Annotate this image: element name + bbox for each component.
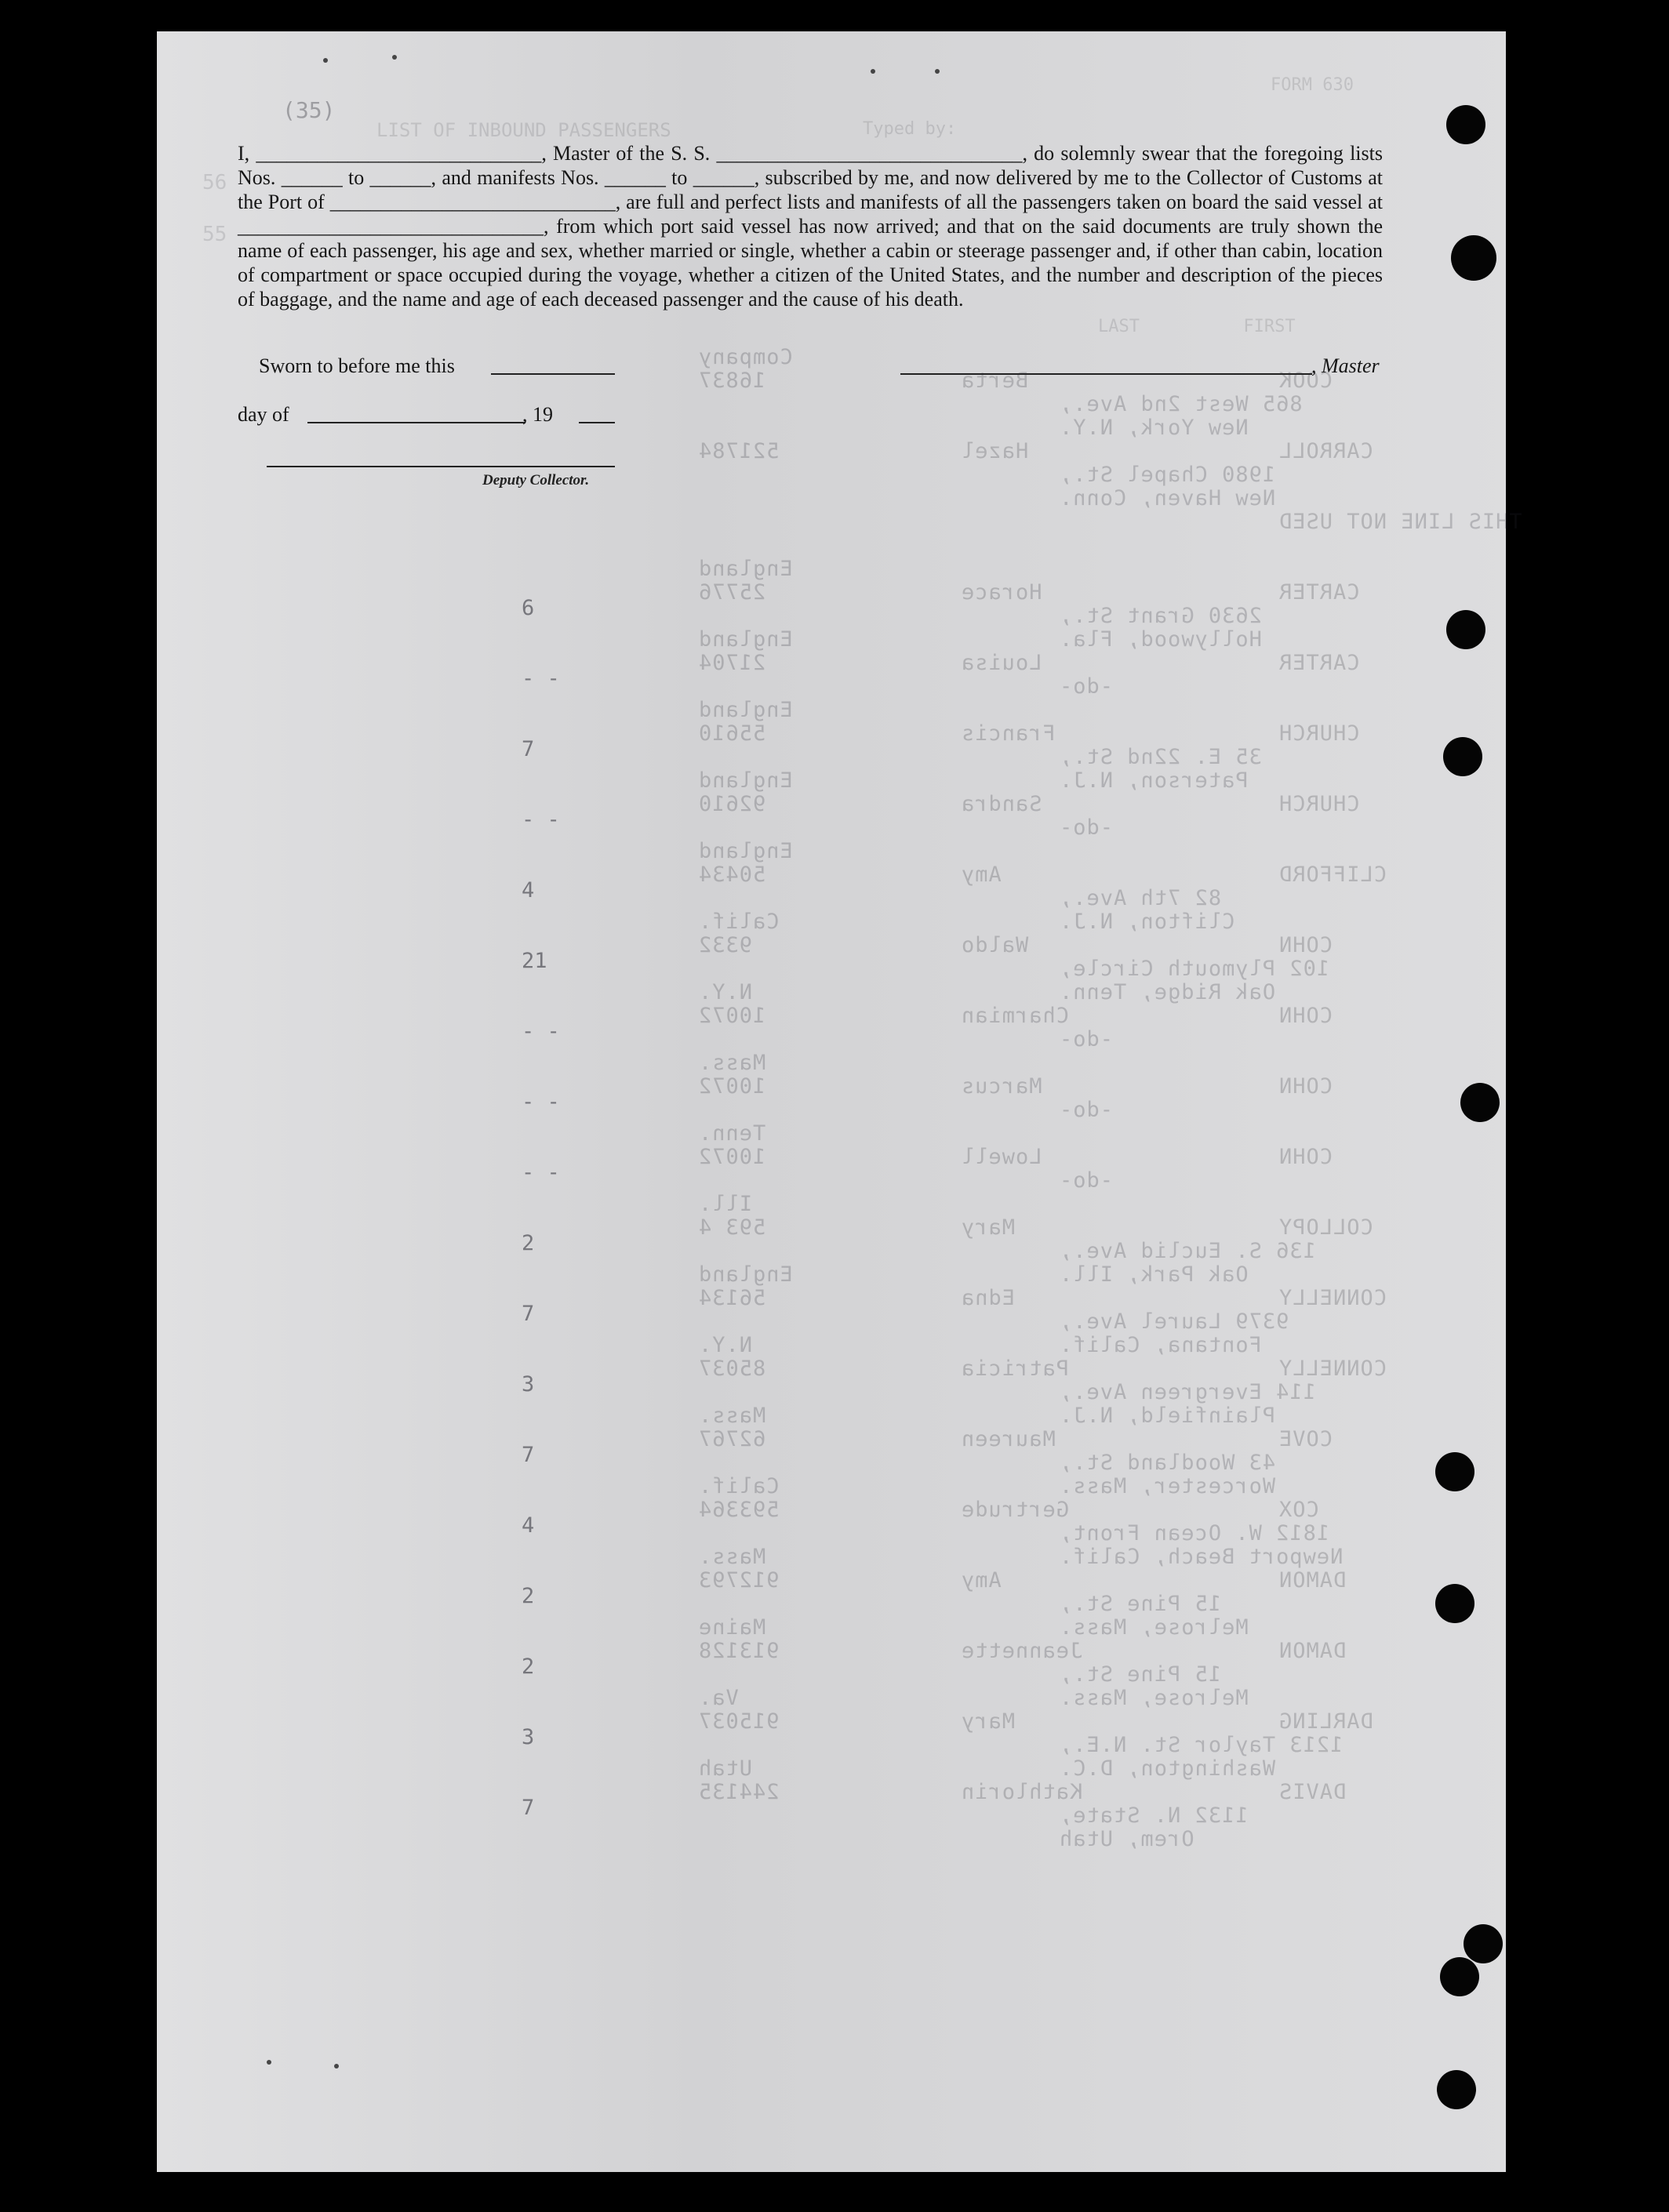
ghost-age: 2 [522, 1584, 535, 1608]
ghost-surname: CONNELLY [1278, 1357, 1387, 1381]
ghost-address: 865 West 2nd Ave., [1059, 392, 1303, 416]
ghost-origin: N.Y. [698, 1333, 753, 1357]
ghost-record-number: 915037 [698, 1709, 780, 1734]
stray-mark [267, 2060, 271, 2065]
ghost-given-name: Hazel [961, 439, 1029, 463]
ghost-address: 1132 N. State, [1059, 1803, 1249, 1828]
punch-hole-10 [1437, 2070, 1476, 2109]
ghost-city: Fontana, Calif. [1059, 1333, 1262, 1357]
ghost-given-name: Kathlorin [961, 1780, 1083, 1804]
ghost-record-number: 593364 [698, 1498, 780, 1522]
margin-number: 56 [202, 171, 227, 194]
ghost-city: Newport Beach, Calif. [1059, 1545, 1344, 1569]
ghost-origin: Company [698, 345, 793, 369]
ghost-record-number: 9332 [698, 933, 753, 957]
ghost-surname: DAMON [1278, 1568, 1347, 1593]
ghost-surname: DARLING [1278, 1709, 1373, 1734]
ghost-given-name: Maureen [961, 1427, 1056, 1451]
ghost-origin: Utah [698, 1756, 753, 1781]
ghost-city: Melrose, Mass. [1059, 1615, 1249, 1640]
ghost-given-name: Patricia [961, 1357, 1070, 1381]
ghost-city: Orem, Utah [1059, 1827, 1194, 1851]
ghost-given-name: Marcus [961, 1074, 1042, 1099]
punch-hole-8 [1464, 1924, 1503, 1963]
ghost-address: 2630 Grant St., [1059, 604, 1262, 628]
ghost-city: Melrose, Mass. [1059, 1686, 1249, 1710]
ghost-age: - - [522, 1090, 560, 1114]
ghost-age: - - [522, 1019, 560, 1044]
day-of-label: day of [238, 403, 289, 426]
ghost-given-name: Louisa [961, 651, 1042, 675]
ghost-record-number: 21704 [698, 651, 766, 675]
ghost-surname: COHN [1278, 1145, 1333, 1169]
sworn-line [491, 373, 615, 375]
ghost-origin: England [698, 768, 793, 793]
ghost-age: - - [522, 808, 560, 832]
ghost-city: Paterson, N.J. [1059, 768, 1249, 793]
ghost-age: 7 [522, 1796, 535, 1820]
ghost-surname: CONNELLY [1278, 1286, 1387, 1310]
ghost-record-number: 10072 [698, 1145, 766, 1169]
ghost-age: 4 [522, 1513, 535, 1538]
ghost-surname: THIS LINE NOT USED [1278, 510, 1522, 534]
ghost-origin: England [698, 698, 793, 722]
ghost-record-number: 55610 [698, 721, 766, 746]
ghost-age: 2 [522, 1654, 535, 1679]
ghost-age: - - [522, 1160, 560, 1185]
ghost-surname: CHURCH [1278, 721, 1360, 746]
punch-hole-3 [1446, 610, 1485, 649]
ghost-surname: COVE [1278, 1427, 1333, 1451]
ghost-address: 1980 Chapel St., [1059, 463, 1276, 487]
ghost-surname: CHURCH [1278, 792, 1360, 816]
page-number: (35) [282, 97, 336, 123]
ghost-city: Oak Ridge, Tenn. [1059, 980, 1276, 1004]
ghost-record-number: 85037 [698, 1357, 766, 1381]
ghost-record-number: 244135 [698, 1780, 780, 1804]
ghost-record-number: 92610 [698, 792, 766, 816]
ghost-given-name: Sandra [961, 792, 1042, 816]
ghost-surname: CARTER [1278, 651, 1360, 675]
ghost-address: -do- [1059, 1027, 1114, 1052]
ghost-record-number: 10072 [698, 1004, 766, 1028]
ghost-age: 2 [522, 1231, 535, 1255]
punch-hole-4 [1443, 737, 1482, 776]
margin-number-2: 55 [202, 223, 227, 246]
ghost-age: 21 [522, 949, 547, 973]
ghost-city: Oak Park, Ill. [1059, 1262, 1249, 1287]
ghost-city: Washington, D.C. [1059, 1756, 1276, 1781]
ghost-age: 7 [522, 737, 535, 761]
ghost-city: Hollywood, Fla. [1059, 627, 1262, 652]
ghost-address: 136 S. Euclid Ave., [1059, 1239, 1316, 1263]
ghost-address: -do- [1059, 674, 1114, 699]
ghost-record-number: 593 4 [698, 1215, 766, 1240]
ghost-origin: England [698, 839, 793, 863]
ghost-city: Clifton, N.J. [1059, 910, 1235, 934]
punch-hole-5 [1460, 1083, 1500, 1122]
ghost-address: -do- [1059, 1168, 1114, 1193]
master-label: , Master [1311, 354, 1380, 377]
ghost-address: 9379 Laurel Ave., [1059, 1309, 1289, 1334]
ghost-record-number: 521784 [698, 439, 780, 463]
ghost-origin: Mass. [698, 1545, 766, 1569]
ghost-address: 15 Pine St., [1059, 1592, 1222, 1616]
manifest-page [157, 31, 1506, 2172]
ghost-city: New Haven, Conn. [1059, 486, 1276, 510]
stray-mark [323, 58, 328, 63]
ghost-given-name: Francis [961, 721, 1056, 746]
ghost-given-name: Gertrude [961, 1498, 1070, 1522]
ghost-surname: DAMON [1278, 1639, 1347, 1663]
ghost-origin: N.Y. [698, 980, 753, 1004]
ghost-record-number: 62767 [698, 1427, 766, 1451]
form-number: FORM 630 [1271, 75, 1354, 95]
ghost-given-name: Mary [961, 1215, 1016, 1240]
ghost-surname: CARROLL [1278, 439, 1373, 463]
ghost-surname: COHN [1278, 1004, 1333, 1028]
stray-mark [334, 2064, 339, 2069]
ghost-surname: CLIFFORD [1278, 863, 1387, 887]
ghost-given-name: Amy [961, 863, 1002, 887]
year-label: , 19 [522, 403, 553, 426]
ghost-origin: England [698, 627, 793, 652]
ghost-address: 15 Pine St., [1059, 1662, 1222, 1687]
ghost-address: 1213 Taylor St. N.E., [1059, 1733, 1344, 1757]
ghost-record-number: 50434 [698, 863, 766, 887]
punch-hole-7 [1435, 1584, 1474, 1623]
ghost-address: -do- [1059, 1098, 1114, 1122]
ghost-city: Plainfield, N.J. [1059, 1404, 1276, 1428]
list-title: LIST OF INBOUND PASSENGERS [376, 119, 671, 141]
deputy-signature-line [267, 466, 615, 467]
master-declaration: I, ____________________________, Master of the S. S. ______________________________, do solemnly swear that the foregoing lists Nos. ______ to ______, and manifests Nos. ______ to ______, subscribed by me, and now delivered by me to the Collector of Customs at the Port of ____________________________, are full and perfect lists and manifests of all the passengers taken on board the said vessel at ______________________________, from which port said vessel has now arrived; and that on the said documents are truly shown the name of each passenger, his age and sex, whether married or single, whether a cabin or steerage passenger and, if other than cabin, location of compartment or space occupied during the voyage, whether a citizen of the United States, and the number and description of the pieces of baggage, and the name and age of each deceased passenger and the cause of his death. [238, 142, 1383, 311]
ghost-given-name: Edna [961, 1286, 1016, 1310]
ghost-surname: COHN [1278, 1074, 1333, 1099]
punch-hole-1 [1446, 105, 1485, 144]
ghost-address: 1812 W. Ocean Front, [1059, 1521, 1330, 1545]
stray-mark [392, 55, 397, 60]
ghost-address: 82 7th Ave., [1059, 886, 1222, 910]
ghost-address: 102 Plymouth Circle, [1059, 957, 1330, 981]
deputy-collector-label: Deputy Collector. [482, 472, 590, 489]
ghost-age: 7 [522, 1302, 535, 1326]
ghost-origin: Ill. [698, 1192, 753, 1216]
ghost-record-number: 16837 [698, 369, 766, 393]
ghost-city: Worcester, Mass. [1059, 1474, 1276, 1498]
typed-by: Typed by: [863, 119, 957, 139]
stray-mark [871, 69, 875, 74]
ghost-record-number: 913128 [698, 1639, 780, 1663]
ghost-surname: DAVIS [1278, 1780, 1347, 1804]
ghost-given-name: Berta [961, 369, 1029, 393]
ghost-record-number: 912793 [698, 1568, 780, 1593]
ghost-surname: COLLOPY [1278, 1215, 1373, 1240]
ghost-age: 4 [522, 878, 535, 903]
ghost-age: 6 [522, 596, 535, 620]
ghost-origin: England [698, 1262, 793, 1287]
ghost-record-number: 25776 [698, 580, 766, 605]
ghost-surname: COX [1278, 1498, 1319, 1522]
ghost-given-name: Charmian [961, 1004, 1070, 1028]
punch-hole-6 [1435, 1452, 1474, 1491]
ghost-city: New York, N.Y. [1059, 416, 1249, 440]
ghost-age: 3 [522, 1372, 535, 1397]
ghost-record-number: 56134 [698, 1286, 766, 1310]
ghost-address: 35 E. 22nd St., [1059, 745, 1262, 769]
ghost-column-header: LAST FIRST [1098, 317, 1296, 336]
ghost-given-name: Horace [961, 580, 1042, 605]
ghost-age: 7 [522, 1443, 535, 1467]
ghost-origin: England [698, 557, 793, 581]
ghost-given-name: Waldo [961, 933, 1029, 957]
ghost-origin: Calif. [698, 1474, 780, 1498]
day-of-line [307, 422, 525, 423]
ghost-origin: Tenn. [698, 1121, 766, 1146]
stray-mark [935, 69, 940, 74]
ghost-origin: Calif. [698, 910, 780, 934]
year-line [579, 422, 615, 423]
ghost-given-name: Jeannette [961, 1639, 1083, 1663]
ghost-age: - - [522, 667, 560, 691]
ghost-surname: COOK [1278, 369, 1333, 393]
ghost-address: -do- [1059, 815, 1114, 840]
ghost-given-name: Mary [961, 1709, 1016, 1734]
sworn-label: Sworn to before me this [259, 354, 455, 377]
ghost-origin: Mass. [698, 1051, 766, 1075]
ghost-origin: Va. [698, 1686, 739, 1710]
ghost-address: 43 Woodland St., [1059, 1451, 1276, 1475]
ghost-given-name: Amy [961, 1568, 1002, 1593]
punch-hole-2 [1451, 235, 1496, 281]
ghost-surname: COHN [1278, 933, 1333, 957]
ghost-address: 114 Evergreen Ave., [1059, 1380, 1316, 1404]
ghost-record-number: 10072 [698, 1074, 766, 1099]
punch-hole-9 [1440, 1957, 1479, 1996]
ghost-given-name: Lowell [961, 1145, 1042, 1169]
ghost-origin: Mass. [698, 1404, 766, 1428]
ghost-origin: Maine [698, 1615, 766, 1640]
ghost-age: 3 [522, 1725, 535, 1749]
ghost-surname: CARTER [1278, 580, 1360, 605]
